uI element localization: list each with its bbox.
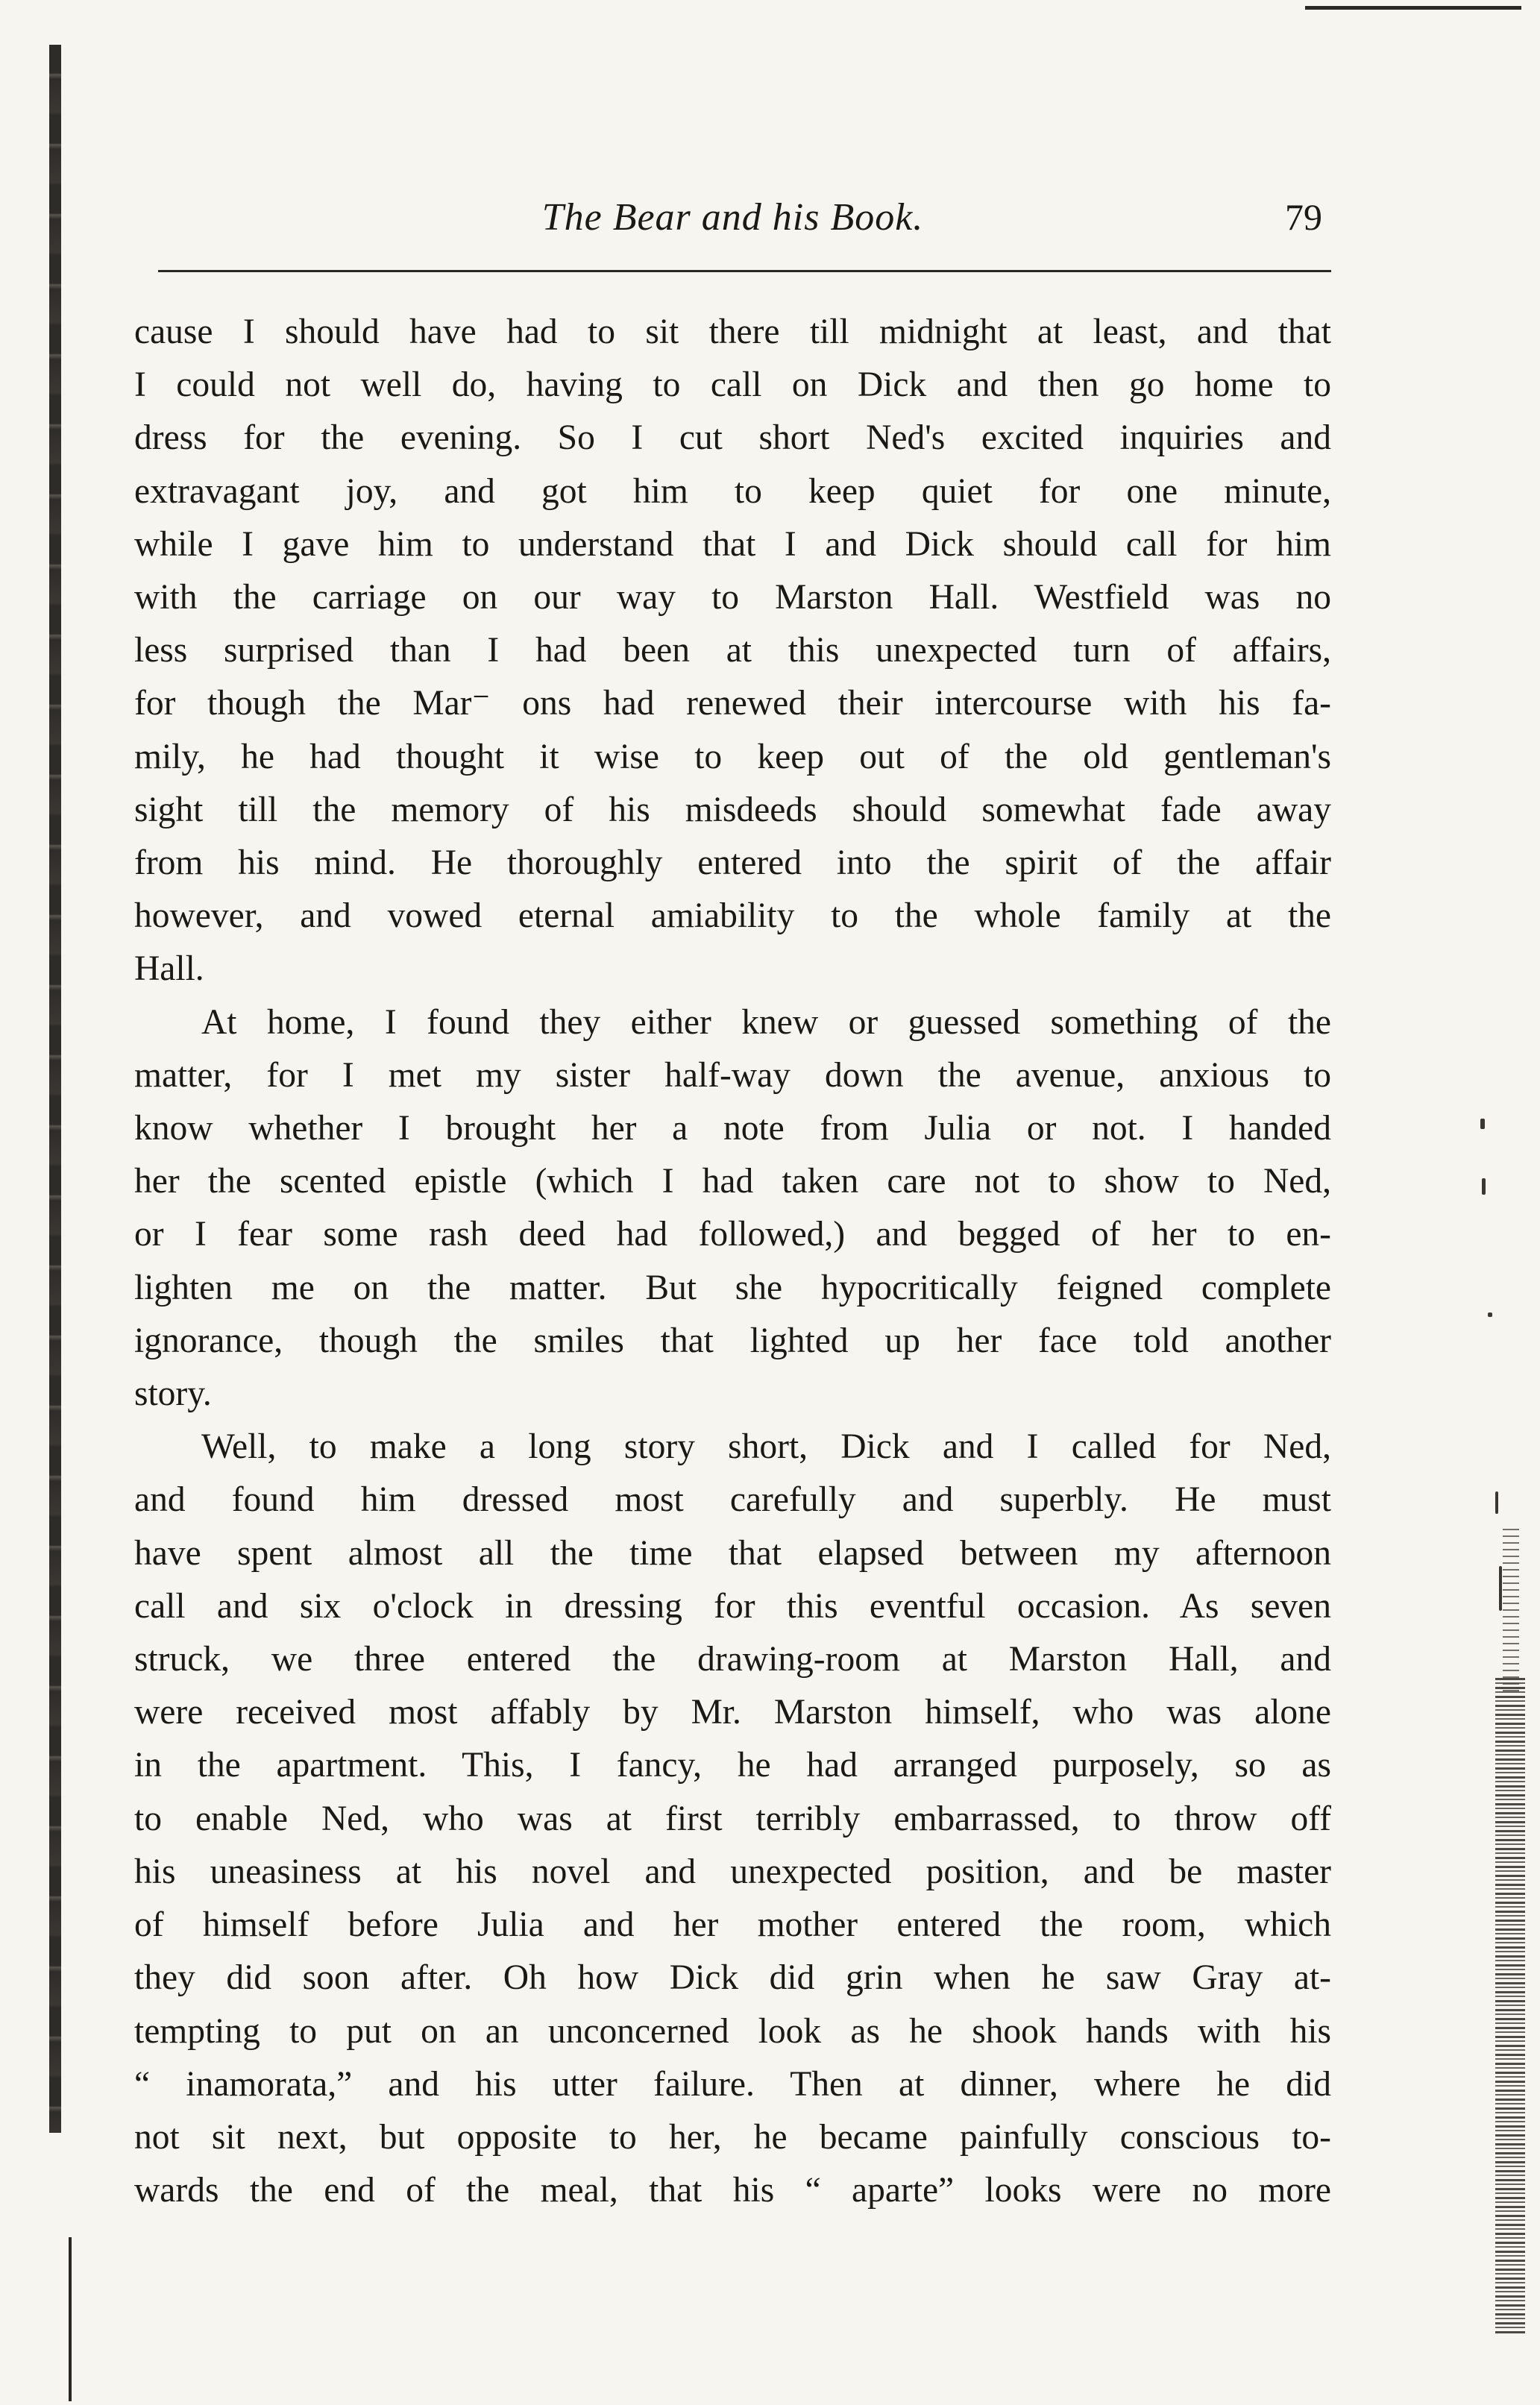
binding-edge-artifact (49, 45, 61, 2133)
text-line: her the scented epistle (which I had taken care not to show to Ned, (134, 1162, 1331, 1201)
running-header (134, 195, 1331, 255)
text-line: struck, we three entered the drawing-room at Marston Hall, and (134, 1640, 1331, 1679)
text-line: while I gave him to understand that I and Dick should call for him (134, 524, 1331, 564)
paragraph-2 (134, 996, 1331, 1421)
text-line: lighten me on the matter. But she hypocritically feigned complete (134, 1268, 1331, 1307)
text-line: story. (134, 1374, 212, 1414)
binding-edge-artifact-lower (69, 2237, 72, 2401)
text-line: have spent almost all the time that elapsed between my afternoon (134, 1533, 1331, 1573)
text-line: extravagant joy, and got him to keep quiet for one minute, (134, 471, 1331, 511)
body-text (134, 306, 1331, 2217)
scan-specks (1473, 895, 1533, 2349)
text-line: cause I should have had to sit there till midnight at least, and that (134, 312, 1331, 351)
text-line: wards the end of the meal, that his “ aparte” looks were no more (134, 2171, 1331, 2210)
text-line: ignorance, though the smiles that lighted up her face told another (134, 1321, 1331, 1360)
text-line: of himself before Julia and her mother entered the room, which (134, 1905, 1331, 1945)
text-line: and found him dressed most carefully and superbly. He must (134, 1480, 1331, 1520)
text-line: less surprised than I had been at this unexpected turn of affairs, (134, 631, 1331, 670)
text-line: “ inamorata,” and his utter failure. Then at dinner, where he did (134, 2064, 1331, 2104)
text-line: in the apartment. This, I fancy, he had arranged purposely, so as (134, 1746, 1331, 1785)
paragraph-1 (134, 306, 1331, 996)
header-rule (158, 270, 1331, 272)
text-line: Hall. (134, 949, 204, 989)
text-line: call and six o'clock in dressing for this eventful occasion. As seven (134, 1586, 1331, 1626)
text-line: tempting to put on an unconcerned look as he shook hands with his (134, 2011, 1331, 2051)
text-line: know whether I brought her a note from Julia or not. I handed (134, 1109, 1331, 1148)
page-number: 79 (1285, 196, 1322, 238)
text-line: I could not well do, having to call on Dick and then go home to (134, 365, 1331, 405)
text-line: sight till the memory of his misdeeds should somewhat fade away (134, 790, 1331, 829)
text-line: his uneasiness at his novel and unexpected position, and be master (134, 1852, 1331, 1891)
text-line: were received most affably by Mr. Marston himself, who was alone (134, 1693, 1331, 1732)
text-line: not sit next, but opposite to her, he became painfully conscious to- (134, 2117, 1331, 2157)
text-line: they did soon after. Oh how Dick did grin when he saw Gray at- (134, 1958, 1331, 1998)
running-title: The Bear and his Book. (541, 196, 924, 239)
text-line: to enable Ned, who was at first terribly embarrassed, to throw off (134, 1799, 1331, 1838)
text-line: with the carriage on our way to Marston Hall. Westfield was no (134, 578, 1331, 617)
paragraph-3 (134, 1421, 1331, 2217)
text-line: from his mind. He thoroughly entered into the spirit of the affair (134, 843, 1331, 883)
text-line: Well, to make a long story short, Dick and I called for Ned, (201, 1427, 1331, 1467)
text-line: or I fear some rash deed had followed,) and begged of her to en- (134, 1215, 1331, 1254)
text-line: matter, for I met my sister half-way down the avenue, anxious to (134, 1055, 1331, 1095)
text-line: dress for the evening. So I cut short Ned's excited inquiries and (134, 418, 1331, 458)
text-line: At home, I found they either knew or guessed something of the (201, 1002, 1331, 1042)
scan-edge-rule (1305, 6, 1521, 10)
text-line: however, and vowed eternal amiability to the whole family at the (134, 896, 1331, 936)
text-line: for though the Mar⁻ ons had renewed their intercourse with his fa- (134, 684, 1331, 723)
text-line: mily, he had thought it wise to keep out of the old gentleman's (134, 737, 1331, 776)
